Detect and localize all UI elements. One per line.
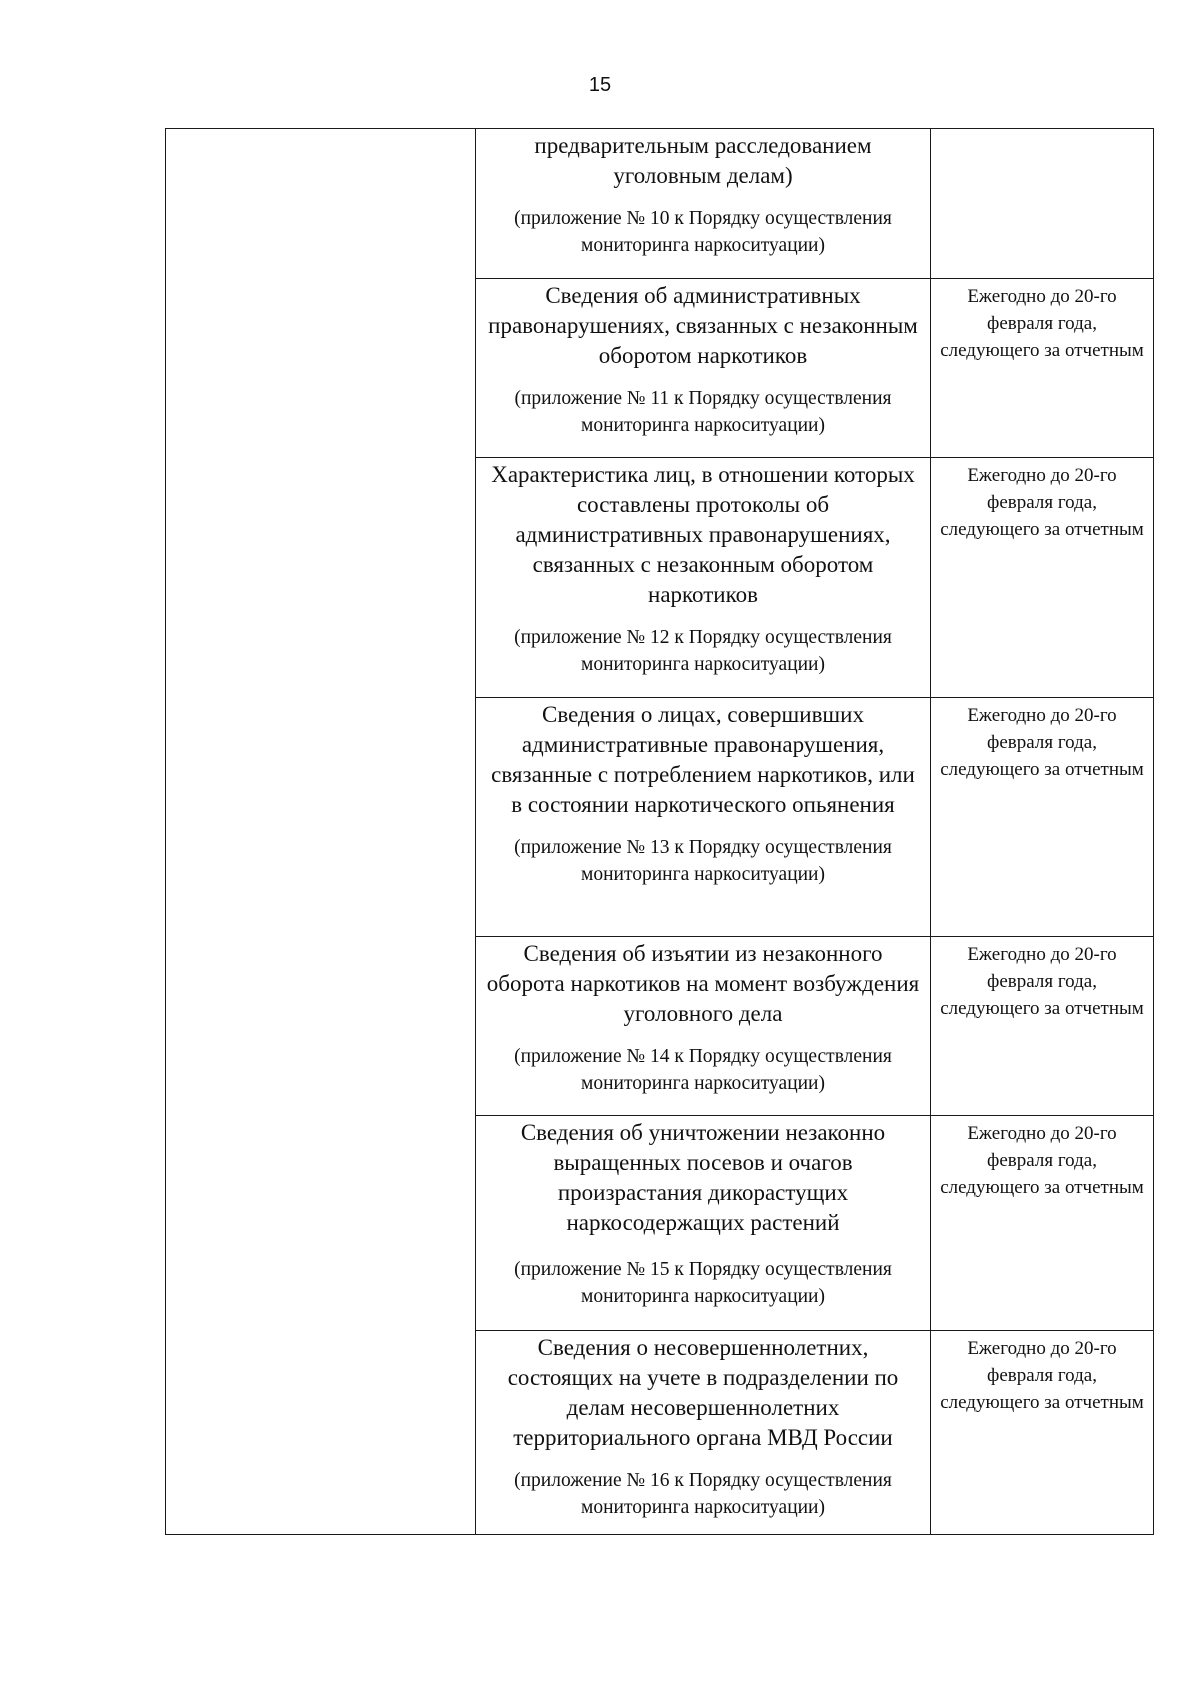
table-row [476,1116,1153,1331]
table-row [476,279,1153,458]
page-number: 15 [588,74,612,96]
report-deadline: Ежегодно до 20-го февраля года, следующего за отчетным [940,944,1144,1019]
report-deadline [931,129,1153,278]
report-description-cell [476,937,931,1115]
report-title: Сведения об уничтожении незаконно выращенных посевов и очагов произрастания дикорастущих наркосодержащих растений [520,1120,886,1235]
report-appendix: (приложение № 14 к Порядку осуществления мониторинга наркоситуации) [514,1046,892,1094]
table-left-column [166,129,476,1534]
report-appendix: (приложение № 16 к Порядку осуществления мониторинга наркоситуации) [514,1470,892,1518]
report-description-cell [476,458,931,697]
monitoring-table [165,128,1154,1535]
report-description-cell [476,1331,931,1534]
table-row [476,937,1153,1116]
report-deadline: Ежегодно до 20-го февраля года, следующего за отчетным [940,465,1144,540]
report-title: Сведения о несовершеннолетних, состоящих на учете в подразделении по делам несовершеннолетних территориального органа МВД России [507,1335,899,1450]
report-appendix: (приложение № 15 к Порядку осуществления мониторинга наркоситуации) [514,1259,892,1307]
report-appendix: (приложение № 10 к Порядку осуществления мониторинга наркоситуации) [514,208,892,256]
table-row [476,1331,1153,1534]
report-title: предварительным расследованием уголовным делам) [534,133,872,188]
report-title: Характеристика лиц, в отношении которых составлены протоколы об административных правонарушениях, связанных с незаконным оборотом наркотиков [491,462,915,607]
report-description-cell [476,279,931,457]
report-title: Сведения о лицах, совершивших административные правонарушения, связанные с потреблением наркотиков, или в состоянии наркотического опьянения [491,702,915,817]
table-row [476,129,1153,279]
report-deadline: Ежегодно до 20-го февраля года, следующего за отчетным [940,1338,1144,1413]
report-title: Сведения об административных правонарушениях, связанных с незаконным оборотом наркотиков [488,283,918,368]
report-appendix: (приложение № 13 к Порядку осуществления мониторинга наркоситуации) [514,837,892,885]
report-deadline: Ежегодно до 20-го февраля года, следующего за отчетным [940,705,1144,780]
report-deadline: Ежегодно до 20-го февраля года, следующего за отчетным [940,286,1144,361]
table-row [476,698,1153,937]
report-appendix: (приложение № 11 к Порядку осуществления мониторинга наркоситуации) [514,388,892,436]
report-appendix: (приложение № 12 к Порядку осуществления мониторинга наркоситуации) [514,627,892,675]
report-deadline: Ежегодно до 20-го февраля года, следующего за отчетным [940,1123,1144,1198]
table-row [476,458,1153,698]
report-title: Сведения об изъятии из незаконного оборота наркотиков на момент возбуждения уголовного дела [486,941,920,1026]
report-description-cell [476,129,931,278]
report-description-cell [476,1116,931,1330]
report-description-cell [476,698,931,936]
